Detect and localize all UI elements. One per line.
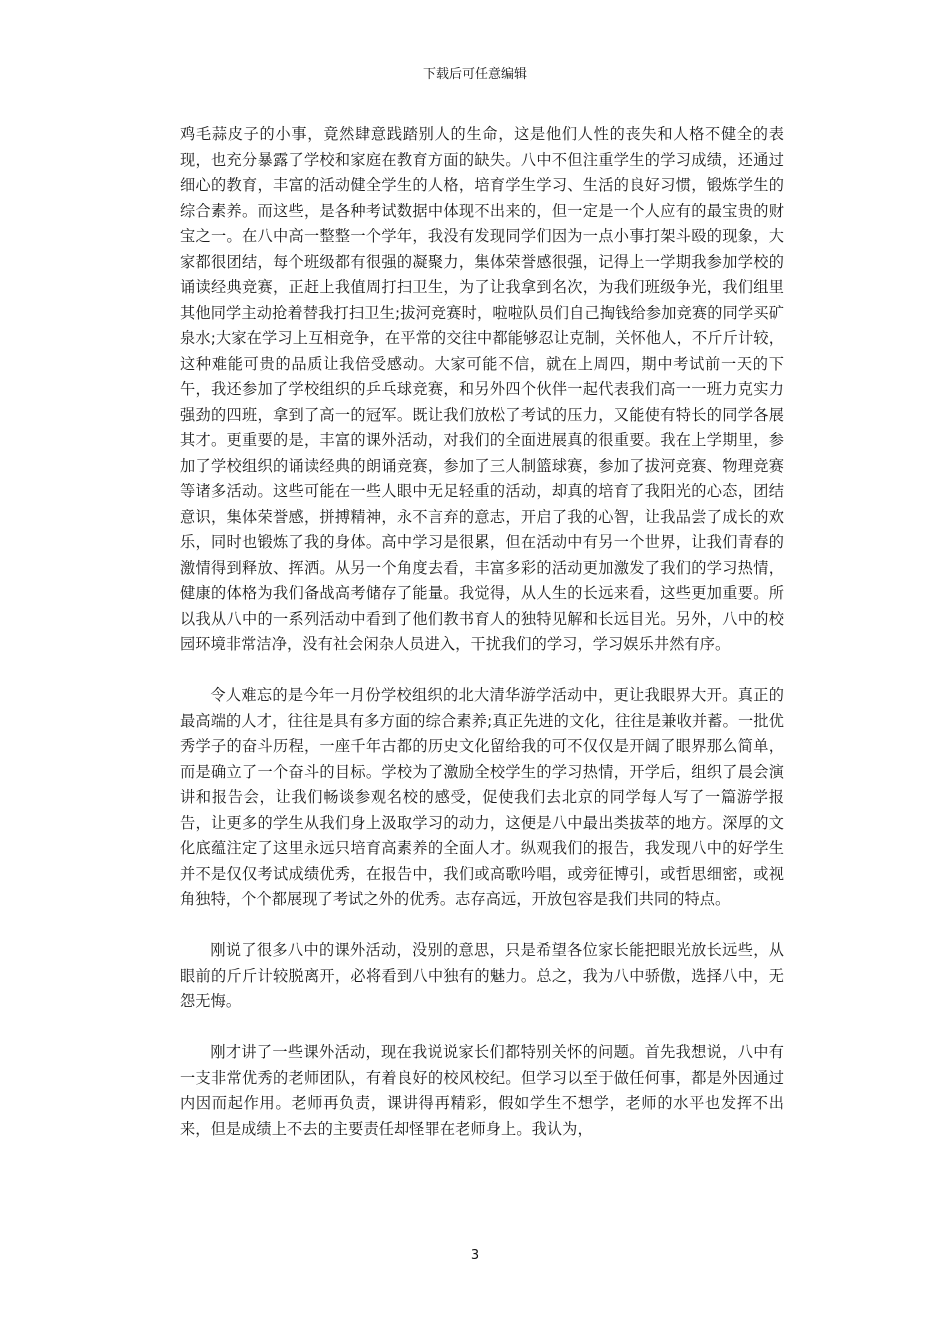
- page-header: 下载后可任意编辑: [422, 67, 527, 82]
- paragraph-gap: [180, 658, 784, 684]
- paragraph-2: 令人难忘的是今年一月份学校组织的北大清华游学活动中，更让我眼界大开。真正的最高端的人才，往往是具有多方面的综合素养;真正先进的文化，往往是兼收并蓄。一批优秀学子的奋斗历程，一座千年古都的历史文化留给我的可不仅仅是开阔了眼界那么简单，而是确立了一个奋斗的目标。学校为了激励全校学生的学习热情，开学后，组织了晨会演讲和报告会，让我们畅谈参观名校的感受，促使我们去北京的同学每人写了一篇游学报告，让更多的学生从我们身上汲取学习的动力，这便是八中最出类拔萃的地方。深厚的文化底蕴注定了这里永远只培育高素养的全面人才。纵观我们的报告，我发现八中的好学生并不是仅仅考试成绩优秀，在报告中，我们或高歌吟唱，或旁征博引，或哲思细密，或视角独特，个个都展现了考试之外的优秀。志存高远，开放包容是我们共同的特点。: [180, 686, 784, 908]
- paragraph-gap: [180, 913, 784, 939]
- paragraph-gap: [180, 1015, 784, 1041]
- page-number: 3: [470, 1248, 480, 1263]
- paragraph-4: 刚才讲了一些课外活动，现在我说说家长们都特别关怀的问题。首先我想说，八中有一支非常优秀的老师团队，有着良好的校风校纪。但学习以至于做任何事，都是外因通过内因而起作用。老师再负责，课讲得再精彩，假如学生不想学，老师的水平也发挥不出来，但是成绩上不去的主要责任却怪罪在老师身上。我认为，: [180, 1043, 784, 1138]
- paragraph-3: 刚说了很多八中的课外活动，没别的意思，只是希望各位家长能把眼光放长远些，从眼前的斤斤计较脱离开，必将看到八中独有的魅力。总之，我为八中骄傲，选择八中，无怨无悔。: [180, 941, 784, 1010]
- paragraph-1: 鸡毛蒜皮子的小事，竟然肆意践踏别人的生命，这是他们人性的丧失和人格不健全的表现，也充分暴露了学校和家庭在教育方面的缺失。八中不但注重学生的学习成绩，还通过细心的教育，丰富的活动健全学生的人格，培育学生学习、生活的良好习惯，锻炼学生的综合素养。而这些，是各种考试数据中体现不出来的，但一定是一个人应有的最宝贵的财宝之一。在八中高一整整一个学年，我没有发现同学们因为一点小事打架斗殴的现象，大家都很团结，每个班级都有很强的凝聚力，集体荣誉感很强，记得上一学期我参加学校的诵读经典竞赛，正赶上我值周打扫卫生，为了让我拿到名次，为我们班级争光，我们组里其他同学主动抢着替我打扫卫生;拔河竞赛时，啦啦队员们自己掏钱给参加竞赛的同学买矿泉水;大家在学习上互相竞争，在平常的交往中都能够忍让克制，关怀他人，不斤斤计较，这种难能可贵的品质让我倍受感动。大家可能不信，就在上周四，期中考试前一天的下午，我还参加了学校组织的乒乓球竞赛，和另外四个伙伴一起代表我们高一一班力克实力强劲的四班，拿到了高一的冠军。既让我们放松了考试的压力，又能使有特长的同学各展其才。更重要的是，丰富的课外活动，对我们的全面进展真的很重要。我在上学期里，参加了学校组织的诵读经典的朗诵竞赛，参加了三人制篮球赛，参加了拔河竞赛、物理竞赛等诸多活动。这些可能在一些人眼中无足轻重的活动，却真的培育了我阳光的心态，团结意识，集体荣誉感，拼搏精神，永不言弃的意志，开启了我的心智，让我品尝了成长的欢乐，同时也锻炼了我的身体。高中学习是很累，但在活动中有另一个世界，让我们青春的激情得到释放、挥洒。从另一个角度去看，丰富多彩的活动更加激发了我们的学习热情，健康的体格为我们备战高考储存了能量。我觉得，从人生的长远来看，这些更加重要。所以我从八中的一系列活动中看到了他们教书育人的独特见解和长远目光。另外，八中的校园环境非常洁净，没有社会闲杂人员进入，干扰我们的学习，学习娱乐井然有序。: [180, 125, 784, 653]
- document-body: [180, 122, 784, 1142]
